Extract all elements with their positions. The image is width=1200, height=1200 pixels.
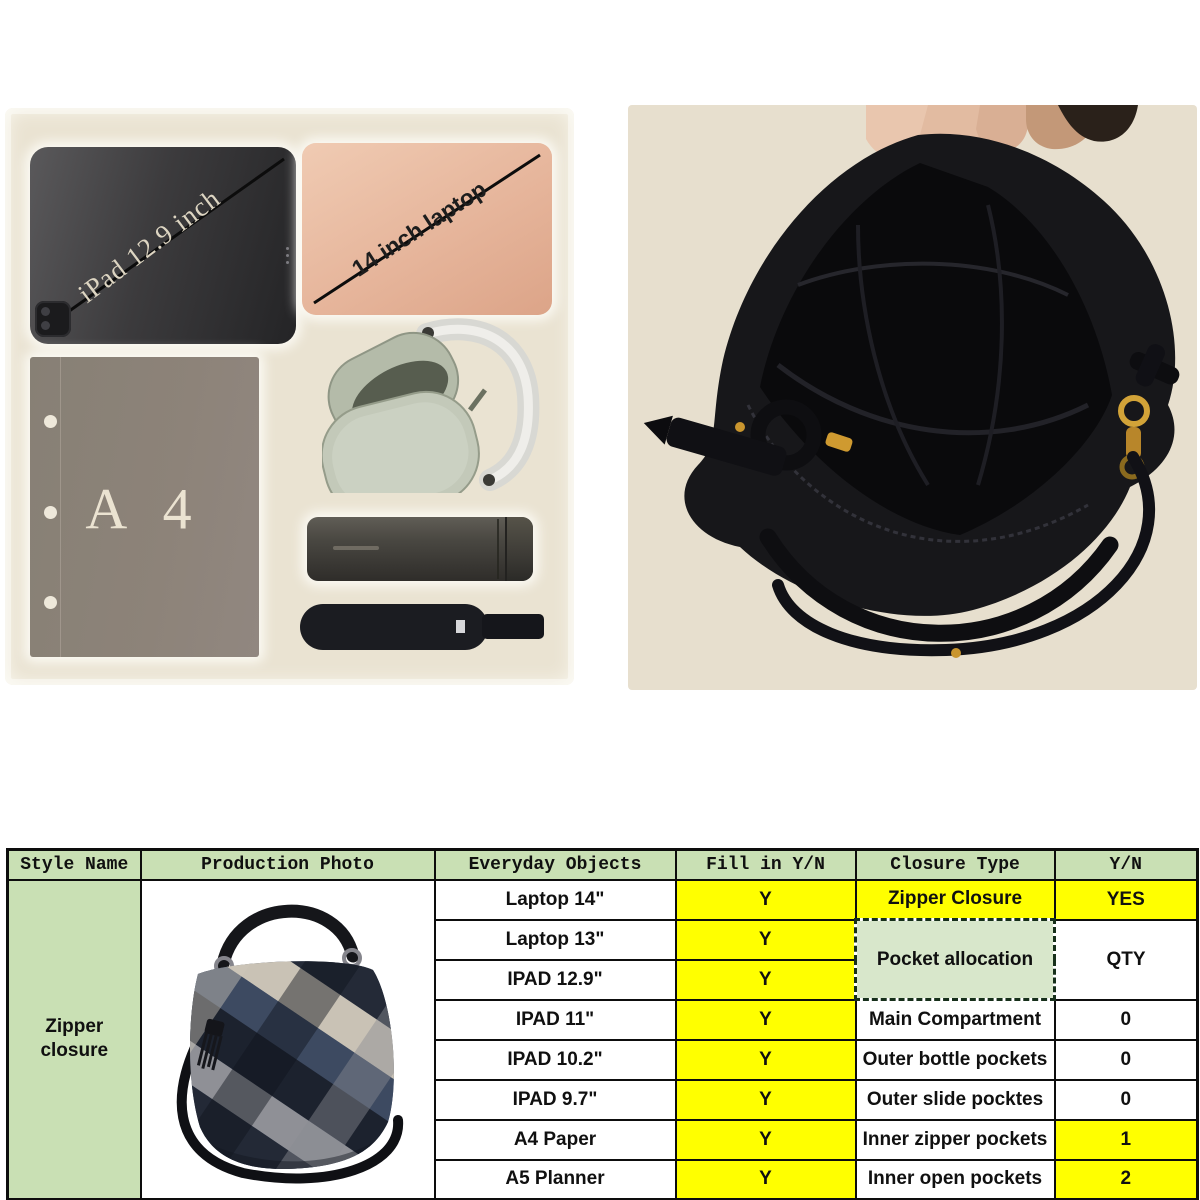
open-bag-interior-drawing <box>628 105 1197 690</box>
value-cell-pocket-allocation: QTY <box>1055 920 1198 1000</box>
fill-cell-ipad-11: Y <box>676 1000 856 1040</box>
header-production-photo: Production Photo <box>141 850 435 880</box>
everyday-objects-photo <box>5 108 574 685</box>
closure-cell-inner-zipper-pockets: Inner zipper pockets <box>856 1120 1055 1160</box>
ipad-size-label: iPad 12.9 inch <box>72 182 226 309</box>
thermos-cap <box>505 517 533 581</box>
production-photo-cell <box>141 880 435 1200</box>
header-everyday-objects: Everyday Objects <box>435 850 676 880</box>
value-cell-outer-slide-pockets: 0 <box>1055 1080 1198 1120</box>
closure-cell-outer-bottle-pockets: Outer bottle pockets <box>856 1040 1055 1080</box>
fill-cell-ipad-97: Y <box>676 1080 856 1120</box>
object-cell-ipad-129: IPAD 12.9" <box>435 960 676 1000</box>
thermos-seam <box>497 519 499 579</box>
thermos-logo-mark <box>333 546 379 550</box>
laptop-graphic <box>302 143 552 315</box>
fill-cell-laptop-14: Y <box>676 880 856 920</box>
fill-cell-a4-paper: Y <box>676 1120 856 1160</box>
header-style-name: Style Name <box>8 850 141 880</box>
ipad-camera-icon <box>35 301 71 337</box>
closure-cell-pocket-allocation: Pocket allocation <box>856 920 1055 1000</box>
object-cell-a4-paper: A4 Paper <box>435 1120 676 1160</box>
table-row <box>8 880 1198 920</box>
header-fill-in-yn: Fill in Y/N <box>676 850 856 880</box>
a4-paper-graphic <box>30 357 259 657</box>
bag-interior-photo <box>628 105 1197 690</box>
umbrella-logo-tag <box>456 620 465 633</box>
fill-cell-ipad-129: Y <box>676 960 856 1000</box>
a4-punch-hole <box>44 506 57 519</box>
a4-punch-hole <box>44 415 57 428</box>
object-cell-laptop-14: Laptop 14" <box>435 880 676 920</box>
header-closure-type: Closure Type <box>856 850 1055 880</box>
closure-cell-inner-open-pockets: Inner open pockets <box>856 1160 1055 1200</box>
over-ear-headphones-photo <box>322 318 542 493</box>
a4-margin-line <box>60 357 61 657</box>
folding-umbrella-photo <box>300 604 544 650</box>
value-cell-outer-bottle-pockets: 0 <box>1055 1040 1198 1080</box>
value-cell-main-compartment: 0 <box>1055 1000 1198 1040</box>
object-cell-ipad-11: IPAD 11" <box>435 1000 676 1040</box>
value-cell-zipper-closure: YES <box>1055 880 1198 920</box>
closure-cell-zipper-closure: Zipper Closure <box>856 880 1055 920</box>
object-cell-a5-planner: A5 Planner <box>435 1160 676 1200</box>
style-name-cell: Zipper closure <box>8 880 141 1200</box>
thermos-bottle-photo <box>307 517 533 581</box>
closure-cell-outer-slide-pockets: Outer slide pocktes <box>856 1080 1055 1120</box>
fill-cell-ipad-102: Y <box>676 1040 856 1080</box>
fill-cell-laptop-13: Y <box>676 920 856 960</box>
object-cell-ipad-97: IPAD 9.7" <box>435 1080 676 1120</box>
table-header-row <box>8 850 1198 880</box>
value-cell-inner-open-pockets: 2 <box>1055 1160 1198 1200</box>
header-yn: Y/N <box>1055 850 1198 880</box>
object-cell-ipad-102: IPAD 10.2" <box>435 1040 676 1080</box>
a4-size-label: A 4 <box>85 476 204 542</box>
ipad-tablet-graphic <box>30 147 296 344</box>
value-cell-inner-zipper-pockets: 1 <box>1055 1120 1198 1160</box>
spec-table <box>6 848 1199 1200</box>
umbrella-handle <box>482 614 544 639</box>
laptop-size-label: 14 inch laptop <box>347 175 491 282</box>
plaid-hobo-bag-photo <box>148 882 428 1190</box>
ipad-connector-dots <box>286 243 289 268</box>
object-cell-laptop-13: Laptop 13" <box>435 920 676 960</box>
a4-punch-hole <box>44 596 57 609</box>
fill-cell-a5-planner: Y <box>676 1160 856 1200</box>
closure-cell-main-compartment: Main Compartment <box>856 1000 1055 1040</box>
